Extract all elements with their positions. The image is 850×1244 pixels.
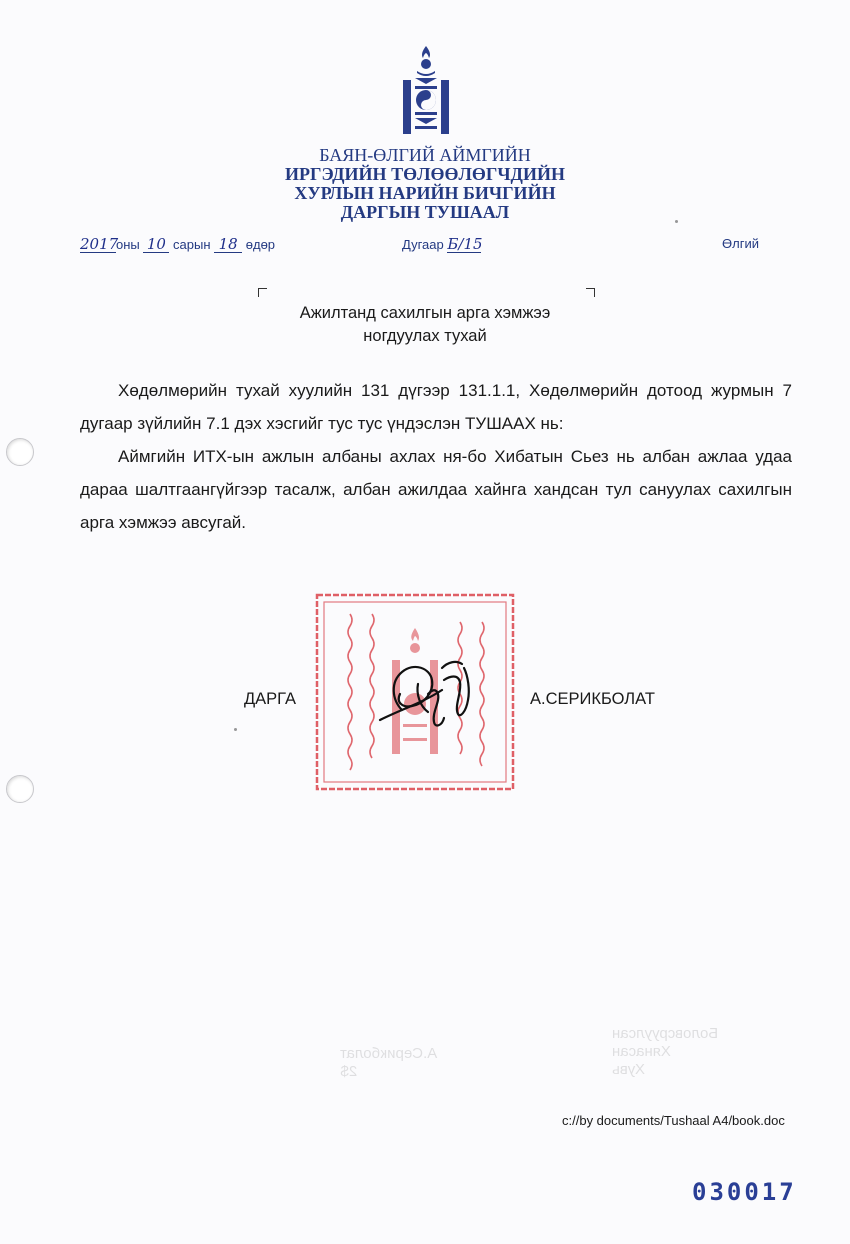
order-number-label: Дугаар: [402, 237, 444, 252]
place-name: Өлгий: [722, 236, 759, 251]
order-number-field: [402, 236, 481, 253]
date-year-suffix: оны: [116, 237, 140, 252]
order-subject: [0, 302, 850, 348]
signatory-title: ДАРГА: [244, 690, 297, 708]
order-number-handwritten: Б/15: [447, 235, 483, 253]
subject-line-2: ногдуулах тухай: [363, 327, 487, 345]
body-paragraph-2: Аймгийн ИТХ-ын ажлын албаны ахлах ня-бо Хибатын Сьез нь албан ажлаа удаа дараа шалтгаангүйгээр тасалж, албан ажилдаа хайнга хандсан тул сануулах сахилгын арга хэмжээ авсугай.: [80, 447, 792, 532]
heading-line-1: БАЯН-ӨЛГИЙ АЙМГИЙН: [319, 145, 531, 165]
document-heading: [0, 146, 850, 222]
bleed-through-text-left: А.Серикболат 2$: [340, 1045, 438, 1080]
scan-speck: [234, 728, 237, 731]
punch-hole-top: [6, 438, 34, 466]
heading-line-4: ДАРГЫН ТУШААЛ: [340, 202, 510, 222]
bleed-through-text-right: Боловсруулсан Хянасан Хувь: [612, 1025, 719, 1078]
order-body: [80, 374, 792, 539]
heading-line-2: ИРГЭДИЙН ТӨЛӨӨЛӨГЧДИЙН: [285, 164, 565, 184]
file-path-footer: c://by documents/Tushaal A4/book.doc: [562, 1113, 785, 1128]
body-paragraph-1: Хөдөлмөрийн тухай хуулийн 131 дүгээр 131.1.1, Хөдөлмөрийн дотоод журмын 7 дугаар зүйлийн 7.1 дэх хэсгийг тус тус үндэслэн ТУШААХ нь:: [80, 381, 792, 433]
serial-number: 030017: [692, 1178, 797, 1206]
date-month-handwritten: 10: [143, 236, 169, 253]
subject-corner-left: [258, 288, 267, 297]
soyombo-emblem-icon: [403, 44, 449, 136]
signatory-name: А.СЕРИКБОЛАТ: [530, 690, 655, 708]
subject-corner-right: [586, 288, 595, 297]
date-day-handwritten: 18: [214, 236, 242, 253]
date-year-handwritten: 2017: [80, 235, 119, 253]
scan-speck: [675, 220, 678, 223]
subject-line-1: Ажилтанд сахилгын арга хэмжээ: [299, 304, 551, 322]
handwritten-signature-icon: [372, 650, 482, 736]
date-field: [80, 236, 275, 253]
date-month-suffix: сарын: [173, 237, 211, 252]
punch-hole-bottom: [6, 775, 34, 803]
date-day-suffix: өдөр: [245, 237, 276, 252]
heading-line-3: ХУРЛЫН НАРИЙН БИЧГИЙН: [294, 183, 556, 203]
